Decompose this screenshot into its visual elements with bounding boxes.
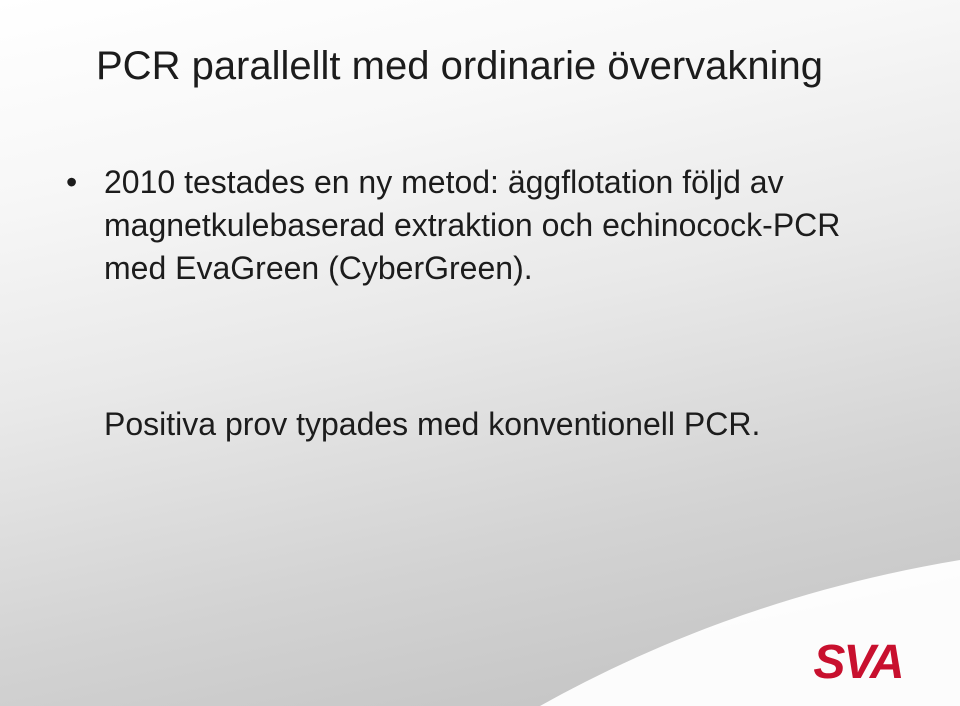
bullet-item: [66, 161, 886, 290]
sva-logo-text: SVA: [813, 636, 903, 686]
paragraph-text: Positiva prov typades med konventionell PCR.: [104, 406, 761, 442]
bullet-text: 2010 testades en ny metod: äggflotation följd av magnetkulebaserad extraktion och echinocock-PCR med EvaGreen (CyberGreen).: [104, 164, 841, 286]
bullet-marker: •: [66, 164, 78, 200]
sva-logo: [808, 636, 908, 686]
slide-title: PCR parallellt med ordinarie övervakning: [96, 44, 824, 88]
